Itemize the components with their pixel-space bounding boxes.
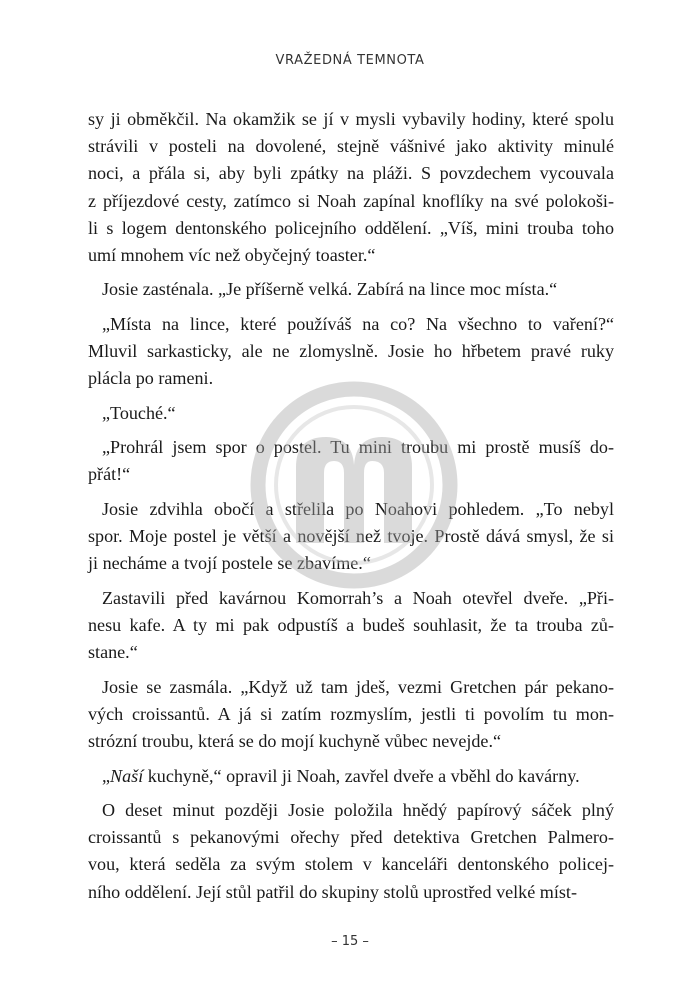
paragraph [88,106,614,269]
paragraph-gap [88,489,614,496]
paragraph-gap [88,304,614,311]
text-line: „Místa na lince, které používáš na co? Na všechno to vaření?“ [102,313,614,334]
paragraph [88,797,614,906]
book-page-text [88,106,614,906]
text-line: strávili v posteli na dovolené, stejně vášnivé jako aktivity minulé [88,136,614,157]
running-head-title: VRAŽEDNÁ TEMNOTA [275,53,425,68]
text-line: přát!“ [88,464,131,485]
text-line: vých croissantů. A já si zatím rozmyslím, jestli ti povolím tu mon- [88,703,614,724]
text-line: croissantů s pekanovými ořechy před detektiva Gretchen Palmero- [88,827,614,848]
text-line: vou, která seděla za svým stolem v kanceláři dentonského policej- [88,854,614,875]
paragraph [88,434,614,488]
text-line: „Touché.“ [102,402,176,423]
text-line: z příjezdové cesty, zatímco si Noah zapínal knoflíky na své polokoši- [88,190,614,211]
paragraph-gap [88,666,614,673]
text-line: li s logem dentonského policejního oddělení. „Víš, mini trouba toho [88,217,614,238]
paragraph [88,311,614,393]
page-number: – 15 – [331,934,369,949]
text-line: plácla po rameni. [88,368,214,389]
text-line: spor. Moje postel je větší a novější než tvoje. Prostě dává smysl, že si [88,526,614,547]
paragraph-gap [88,427,614,434]
paragraph-gap [88,392,614,399]
text-line: ního oddělení. Její stůl patřil do skupiny stolů uprostřed velké míst- [88,881,577,902]
text-line: „Naší kuchyně,“ opravil ji Noah, zavřel dveře a vběhl do kavárny. [102,765,580,786]
text-line: noci, a přála si, aby byli zpátky na pláži. S povzdechem vycouvala [88,163,614,184]
paragraph-gap [88,790,614,797]
paragraph [88,674,614,756]
text-line: „Prohrál jsem spor o postel. Tu mini troubu mi prostě musíš do- [102,437,614,458]
paragraph [88,276,614,303]
text-line: Josie se zasmála. „Když už tam jdeš, vezmi Gretchen pár pekano- [102,676,614,697]
text-line: sy ji obměkčil. Na okamžik se jí v mysli vybavily hodiny, které spolu [88,109,614,129]
text-line: strózní troubu, která se do mojí kuchyně vůbec nevejde.“ [88,731,502,752]
paragraph-gap [88,577,614,584]
text-line: O deset minut později Josie položila hnědý papírový sáček plný [102,799,614,820]
text-line: Zastavili před kavárnou Komorrah’s a Noah otevřel dveře. „Při- [102,587,614,608]
text-line: Josie zdvihla obočí a střelila po Noahovi pohledem. „To nebyl [102,498,614,519]
paragraph [88,585,614,667]
text-line: nesu kafe. A ty mi pak odpustíš a budeš souhlasit, že ta trouba zů- [88,614,614,635]
paragraph [88,763,614,790]
text-line: Josie zasténala. „Je příšerně velká. Zabírá na lince moc místa.“ [102,279,558,300]
text-line: Mluvil sarkasticky, ale ne zlomyslně. Josie ho hřbetem pravé ruky [88,341,614,362]
paragraph-gap [88,755,614,762]
paragraph [88,496,614,578]
paragraph-gap [88,269,614,276]
paragraph [88,400,614,427]
text-line: ji necháme a tvojí postele se zbavíme.“ [88,553,371,574]
text-line: umí mnohem víc než obyčejný toaster.“ [88,244,376,265]
text-line: stane.“ [88,642,138,663]
